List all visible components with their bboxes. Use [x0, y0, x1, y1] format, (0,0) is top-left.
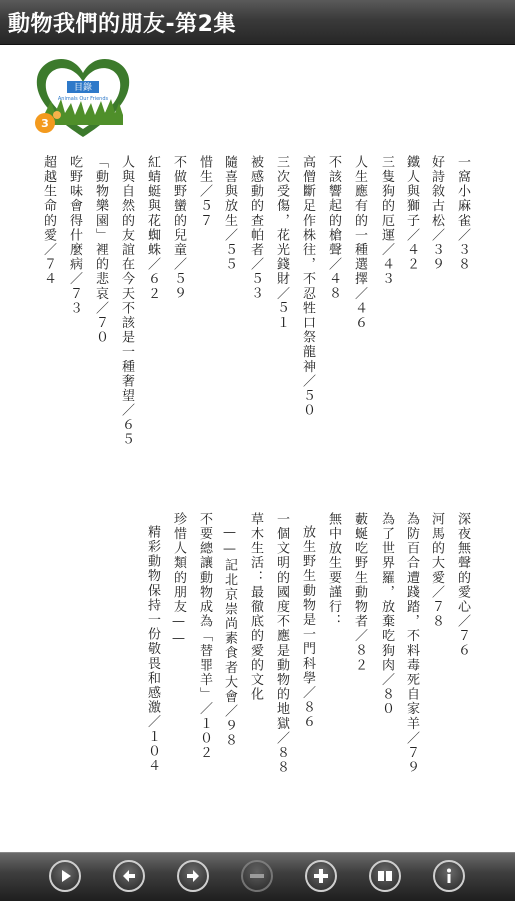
info-button[interactable] — [433, 860, 465, 892]
toc-entry: 人生應有的一種選擇／４６ — [352, 155, 367, 331]
two-page-icon — [371, 862, 399, 890]
previous-page-button[interactable] — [113, 860, 145, 892]
minus-icon — [243, 862, 271, 890]
logo-number: 3 — [41, 117, 49, 130]
toc-entry: 鐵人與獅子／４２ — [404, 155, 419, 272]
toc-entry: 好詩敘古松／３９ — [429, 155, 444, 272]
app-title: 動物我們的朋友-第2集 — [8, 12, 236, 37]
toc-entry: 為防百合遭踐踏，不料毒死自家羊／７９ — [404, 512, 419, 775]
toc-entry: 無中放生要謹行： — [326, 512, 341, 629]
toc-entry: 「動物樂園」裡的悲哀／７０ — [93, 155, 108, 345]
toc-entry: 隨喜與放生／５５ — [222, 155, 237, 272]
toc-entry: 高僧斷足作株往，不忍牲口祭龍神／５０ — [300, 155, 315, 418]
play-icon — [51, 862, 79, 890]
zoom-in-button[interactable] — [305, 860, 337, 892]
toc-entry: 珍惜人類的朋友—— — [171, 512, 186, 648]
toc-entry: 一窩小麻雀／３８ — [455, 155, 470, 272]
arrow-right-icon — [179, 862, 207, 890]
toc-entry: 三隻狗的厄運／４３ — [379, 155, 394, 287]
toc-entry: 草木生活：最徹底的愛的文化 — [248, 512, 263, 702]
toc-entry: 吃野味會得什麼病／７３ — [67, 155, 82, 316]
logo-sub-text: Animals Our Friends — [57, 96, 109, 102]
zoom-out-button[interactable] — [241, 860, 273, 892]
toc-entry: 惜生／５７ — [197, 155, 212, 228]
toc-entry: 放生野生動物是一門科學／８６ — [300, 525, 315, 730]
play-button[interactable] — [49, 860, 81, 892]
toc-entry: 不做野蠻的兒童／５９ — [171, 155, 186, 301]
toc-entry: 人與自然的友誼在今天不該是一種奢望／６５ — [119, 155, 134, 447]
toc-entry: 藪蜒吃野生動物者／８２ — [352, 512, 367, 673]
toc-entry: 不要總讓動物成為「替罪羊」／１０２ — [197, 512, 212, 761]
document-page[interactable] — [0, 45, 515, 852]
toc-entry: 三次受傷，花光錢財／５１ — [274, 155, 289, 331]
toc-entry: 被感動的查帕者／５３ — [248, 155, 263, 301]
toc-entry: 為了世界羅，放棄吃狗肉／８０ — [379, 512, 394, 717]
two-page-view-button[interactable] — [369, 860, 401, 892]
toc-entry: ——記北京崇尚素食者大會／９８ — [222, 525, 237, 748]
bottom-toolbar — [0, 852, 515, 901]
title-bar — [0, 0, 515, 45]
toc-entry: 精彩動物保持一份敬畏和感激／１０４ — [145, 525, 160, 774]
info-icon — [435, 862, 463, 890]
next-page-button[interactable] — [177, 860, 209, 892]
toc-entry: 深夜無聲的愛心／７６ — [455, 512, 470, 658]
book-logo — [31, 53, 135, 141]
plus-icon — [307, 862, 335, 890]
toc-entry: 河馬的大愛／７８ — [429, 512, 444, 629]
toc-entry: 紅蜻蜓與花蜘蛛／６２ — [145, 155, 160, 301]
toc-entry: 不該響起的槍聲／４８ — [326, 155, 341, 301]
arrow-left-icon — [115, 862, 143, 890]
logo-badge-text: 目錄 — [73, 83, 93, 93]
toc-entry: 一個文明的國度不應是動物的地獄／８８ — [274, 512, 289, 775]
toc-entry: 超越生命的愛／７４ — [41, 155, 56, 287]
